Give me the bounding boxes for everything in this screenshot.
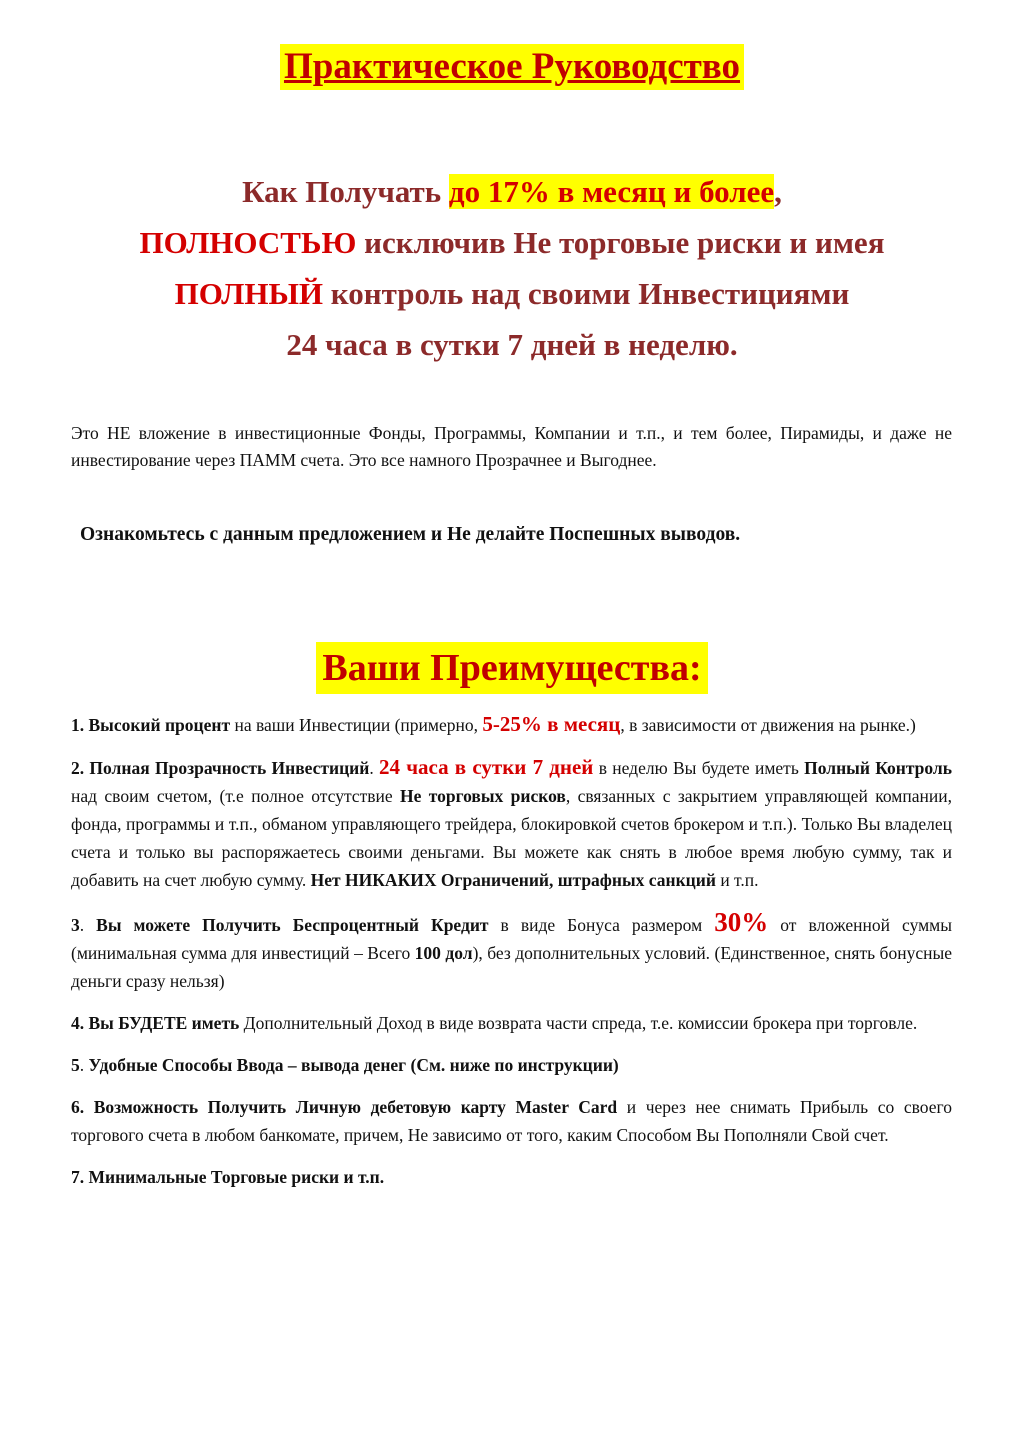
item-3-dot: . (79, 915, 97, 935)
section-title: Ваши Преимущества: (316, 642, 707, 694)
headline-line-3 (40, 268, 984, 319)
advantage-item-1 (71, 710, 952, 739)
item-2-bold-4: Нет НИКАКИХ Ограничений, штрафных санкций (310, 870, 716, 890)
item-6-bold: 6. Возможность Получить Личную дебетовую карту Master Card (71, 1097, 618, 1117)
item-2-bold-3: Не торговых рисков (399, 786, 566, 806)
headline-line-2 (40, 217, 984, 268)
page-title: Практическое Руководство (280, 44, 744, 90)
item-1-text: на ваши Инвестиции (примерно, (230, 715, 483, 735)
callout-text: Ознакомьтесь с данным предложением и Не делайте Поспешных выводов. (80, 524, 741, 545)
headline-line-4: 24 часа в сутки 7 дней в неделю. (286, 327, 738, 362)
item-3-number: 3 (71, 915, 80, 935)
item-3-text-2: от вложенной суммы (минимальная сумма для инвестиций – Всего (71, 915, 953, 963)
item-2-text-4: , связанных с закрытием управляющей компании, фонда, программы и т.п., обманом управляющего трейдера, блокировкой счетов брокером и т.п.). Только Вы владелец счета и только вы распоряжаетесь своими деньгами. Вы можете как снять в любое время любую сумму, так и добавить на счет любую сумму. (71, 786, 952, 890)
headline-line-2-text: исключив Не торговые риски и имея (356, 225, 885, 260)
item-1-red: 5-25% в месяц (482, 712, 621, 736)
advantage-item-4 (71, 1009, 952, 1037)
item-1-text-2: , в зависимости от движения на рынке.) (620, 715, 916, 735)
item-3-bold: Вы можете Получить Беспроцентный Кредит (96, 915, 489, 935)
item-1-bold: 1. Высокий процент (71, 715, 231, 735)
item-3-bold-2: 100 дол (414, 943, 473, 963)
item-2-text-3: над своим счетом, (т.е полное отсутствие (71, 786, 400, 806)
item-6-text: и через нее снимать Прибыль со своего торгового счета в любом банкомате, причем, Не зависимо от того, каким Способом Вы Пополняли Свой счет. (71, 1097, 952, 1145)
section-title-block (0, 642, 1024, 694)
advantage-item-6 (71, 1093, 952, 1149)
headline (40, 166, 984, 370)
title-block (0, 44, 1024, 90)
item-5-dot: . (79, 1055, 89, 1075)
headline-line-1-comma: , (774, 174, 782, 209)
item-2-red: 24 часа в сутки 7 дней (379, 755, 594, 779)
advantage-item-7 (71, 1163, 952, 1191)
advantages-list (71, 710, 952, 1205)
advantage-item-3 (71, 908, 952, 995)
item-4-bold: 4. Вы БУДЕТЕ иметь (71, 1013, 240, 1033)
item-3-text-3: ), без дополнительных условий. (Единственное, снять бонусные деньги сразу нельзя) (71, 943, 952, 991)
item-3-red: 30% (714, 907, 769, 937)
intro-paragraph: Это НЕ вложение в инвестиционные Фонды, Программы, Компании и т.п., и тем более, Пирамиды, и даже не инвестирование через ПАММ счета. Это все намного Прозрачнее и Выгоднее. (71, 423, 952, 470)
headline-highlight: до 17% в месяц и более (448, 174, 775, 209)
item-2-bold: 2. Полная Прозрачность Инвестиций (71, 758, 370, 778)
item-3-text: в виде Бонуса размером (488, 915, 715, 935)
item-2-text-5: и т.п. (715, 870, 759, 890)
item-2-text: . (369, 758, 380, 778)
item-2-bold-2: Полный Контроль (804, 758, 952, 778)
item-5-bold: Удобные Способы Ввода – вывода денег (См. ниже по инструкции) (88, 1055, 619, 1075)
headline-line-1-text: Как Получать (242, 174, 449, 209)
headline-emphasis-fully: ПОЛНОСТЬЮ (139, 225, 357, 260)
advantage-item-5 (71, 1051, 952, 1079)
headline-line-3-text: контроль над своими Инвестициями (323, 276, 850, 311)
headline-line-1 (40, 166, 984, 217)
advantage-item-2 (71, 753, 952, 894)
item-5-number: 5 (71, 1055, 80, 1075)
item-2-text-2: в неделю Вы будете иметь (593, 758, 805, 778)
headline-emphasis-full: ПОЛНЫЙ (174, 276, 324, 311)
item-7-bold: 7. Минимальные Торговые риски и т.п. (71, 1167, 385, 1187)
item-4-text: Дополнительный Доход в виде возврата части спреда, т.е. комиссии брокера при торговле. (239, 1013, 918, 1033)
